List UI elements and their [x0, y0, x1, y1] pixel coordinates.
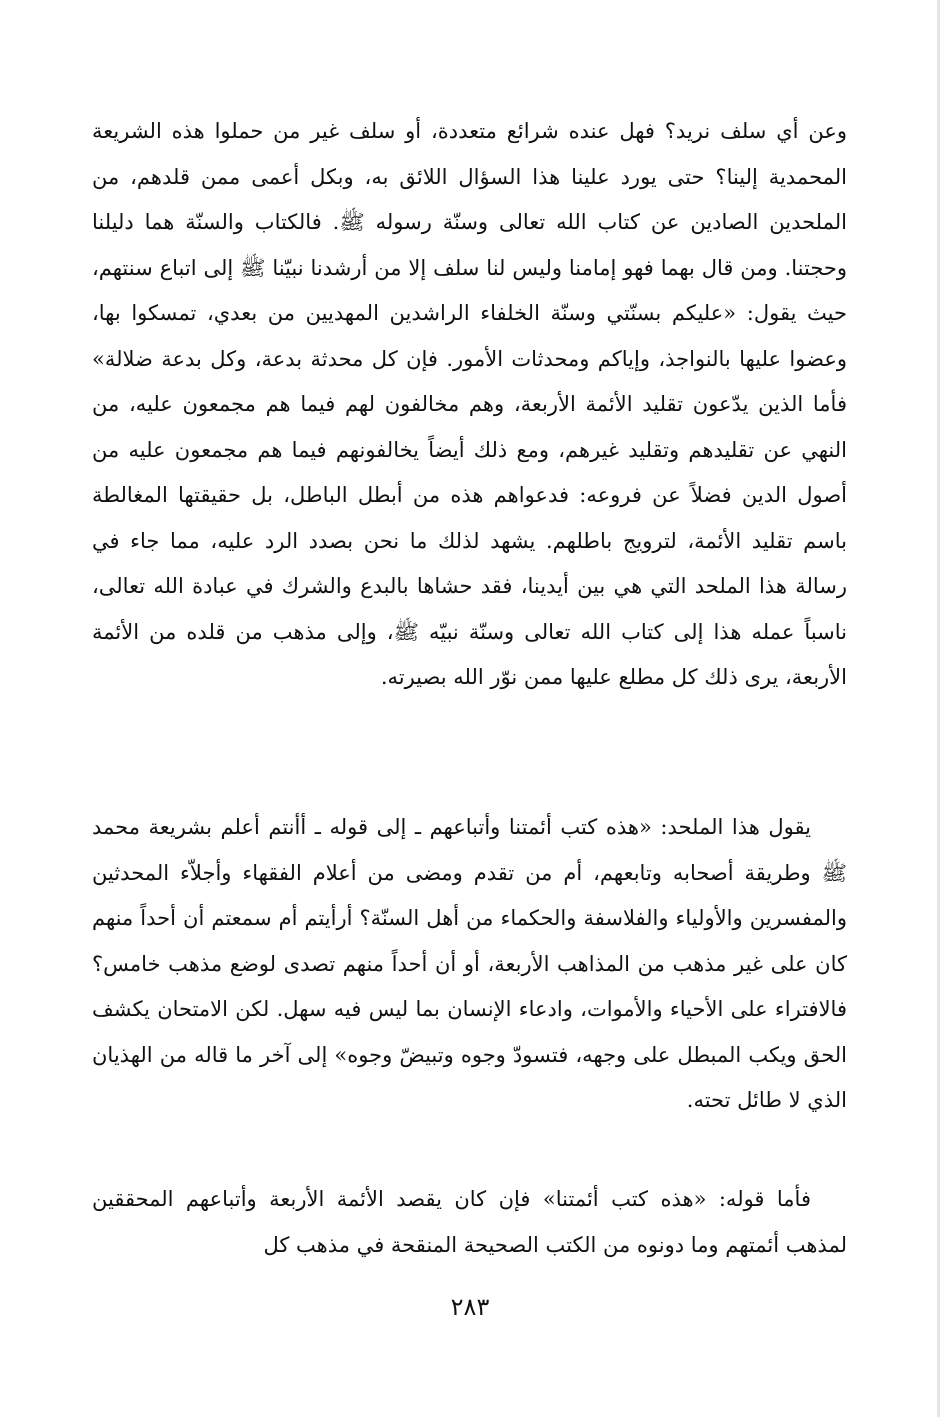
page-number: ٢٨٣	[450, 1293, 490, 1321]
body-text-block	[92, 805, 847, 1124]
body-text-block	[92, 1177, 847, 1268]
paragraph-3: فأما قوله: «هذه كتب أئمتنا» فإن كان يقصد الأئمة الأربعة وأتباعهم المحققين لمذهب أئمتهم وما دونوه من الكتب الصحيحة المنقحة في مذهب كل	[92, 1187, 847, 1257]
body-text-block	[92, 109, 847, 701]
paragraph-2: يقول هذا الملحد: «هذه كتب أئمتنا وأتباعهم ـ إلى قوله ـ أأنتم أعلم بشريعة محمد ﷺ وطريقة أصحابه وتابعهم، أم من تقدم ومضى من أعلام الفقهاء وأجلاّء المحدثين والمفسرين والأولياء والفلاسفة والحكماء من أهل السنّة؟ أرأيتم أم سمعتم أن أحداً منهم كان على غير مذهب من المذاهب الأربعة، أو أن أحداً منهم تصدى لوضع مذهب خامس؟ فالافتراء على الأحياء والأموات، وادعاء الإنسان بما ليس فيه سهل. لكن الامتحان يكشف الحق ويكب المبطل على وجهه، فتسودّ وجوه وتبيضّ وجوه» إلى آخر ما قاله من الهذيان الذي لا طائل تحته.	[92, 815, 847, 1112]
paragraph-1: وعن أي سلف نريد؟ فهل عنده شرائع متعددة، أو سلف غير من حملوا هذه الشريعة المحمدية إلينا؟ حتى يورد علينا هذا السؤال اللائق به، وبكل أعمى ممن قلدهم، من الملحدين الصادين عن كتاب الله تعالى وسنّة رسوله ﷺ. فالكتاب والسنّة هما دليلنا وحجتنا. ومن قال بهما فهو إمامنا وليس لنا سلف إلا من أرشدنا نبيّنا ﷺ إلى اتباع سنتهم، حيث يقول: «عليكم بسنّتي وسنّة الخلفاء الراشدين المهديين من بعدي، تمسكوا بها، وعضوا عليها بالنواجذ، وإياكم ومحدثات الأمور. فإن كل محدثة بدعة، وكل بدعة ضلالة» فأما الذين يدّعون تقليد الأئمة الأربعة، وهم مخالفون لهم فيما هم مجمعون عليه، من النهي عن تقليدهم وتقليد غيرهم، ومع ذلك أيضاً يخالفونهم فيما هم مجمعون عليه من أصول الدين فضلاً عن فروعه: فدعواهم هذه من أبطل الباطل، بل حقيقتها المغالطة باسم تقليد الأئمة، لترويج باطلهم. يشهد لذلك ما نحن بصدد الرد عليه، مما جاء في رسالة هذا الملحد التي هي بين أيدينا، فقد حشاها بالبدع والشرك في عبادة الله تعالى، ناسباً عمله هذا إلى كتاب الله تعالى وسنّة نبيّه ﷺ، وإلى مذهب من قلده من الأئمة الأربعة، يرى ذلك كل مطلع عليها ممن نوّر الله بصيرته.	[92, 119, 847, 689]
